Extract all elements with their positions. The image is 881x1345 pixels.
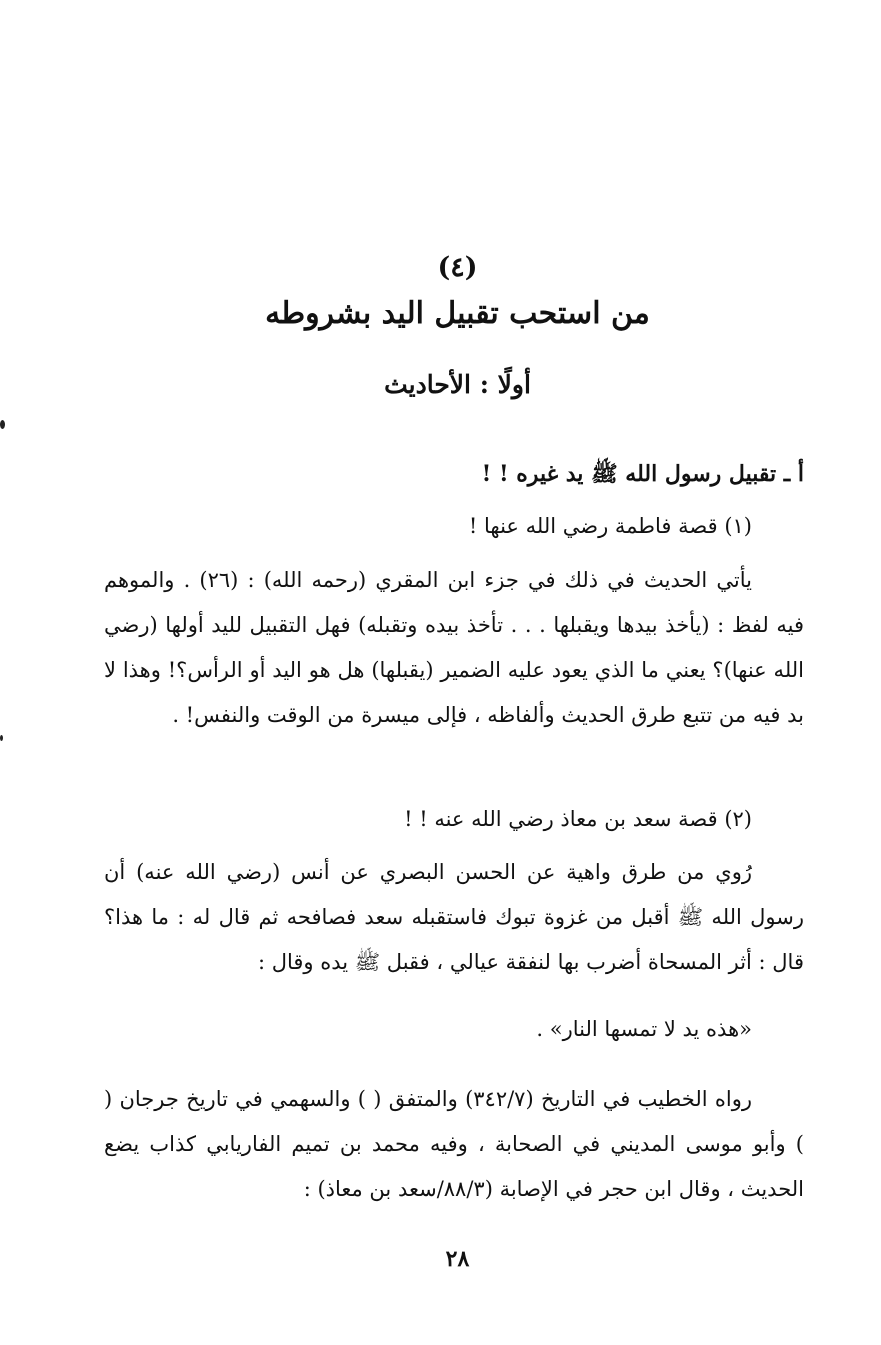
section-title: أولًا : الأحاديث bbox=[384, 370, 531, 399]
item2-paragraph: رُوي من طرق واهية عن الحسن البصري عن أنس (رضي الله عنه) أن رسول الله ﷺ أقبل من غزوة تبوك فاستقبله سعد فصافحه ثم قال له : ما هذا؟ قال : أثر المسحاة أضرب بها لنفقة عيالي ، فقبل ﷺ يده وقال : bbox=[104, 860, 804, 974]
scan-edge-mark bbox=[0, 735, 3, 741]
item2-source: رواه الخطيب في التاريخ (٣٤٢/٧) والمتفق ( ) والسهمي في تاريخ جرجان ( ) وأبو موسى المديني في الصحابة ، وفيه محمد بن تميم الفاريابي كذاب يضع الحديث ، وقال ابن حجر في الإصابة (٨٨/٣/سعد بن معاذ) : bbox=[104, 1087, 804, 1201]
item2-quote: «هذه يد لا تمسها النار» . bbox=[536, 1017, 752, 1041]
scan-edge-mark bbox=[0, 420, 5, 429]
page-number: ٢٨ bbox=[445, 1246, 470, 1272]
item2-source-block bbox=[104, 1077, 804, 1212]
item1-heading-block bbox=[104, 504, 804, 549]
item2-heading-block bbox=[104, 797, 804, 842]
item1-heading: (١) قصة فاطمة رضي الله عنها ! bbox=[468, 514, 752, 538]
item2-paragraph-block bbox=[104, 850, 804, 985]
chapter-number: (٤) bbox=[437, 252, 478, 283]
item1-paragraph-block bbox=[104, 558, 804, 738]
item2-heading: (٢) قصة سعد بن معاذ رضي الله عنه ! ! bbox=[404, 807, 752, 831]
item1-paragraph: يأتي الحديث في ذلك في جزء ابن المقري (رحمه الله) : (٢٦) . والموهم فيه لفظ : (يأخذ بيدها ويقبلها . . . تأخذ بيده وتقبله) فهل التقبيل لليد أولها (رضي الله عنها)؟ يعني ما الذي يعود عليه الضمير (يقبلها) هل هو اليد أو الرأس؟! وهذا لا بد فيه من تتبع طرق الحديث وألفاظه ، فإلى ميسرة من الوقت والنفس! . bbox=[104, 568, 804, 727]
item2-quote-block bbox=[104, 1007, 804, 1052]
subsection-a-title: أ ـ تقبيل رسول الله ﷺ يد غيره ! ! bbox=[481, 461, 804, 487]
chapter-title: من استحب تقبيل اليد بشروطه bbox=[265, 296, 650, 331]
subsection-a-title-block bbox=[104, 452, 804, 497]
